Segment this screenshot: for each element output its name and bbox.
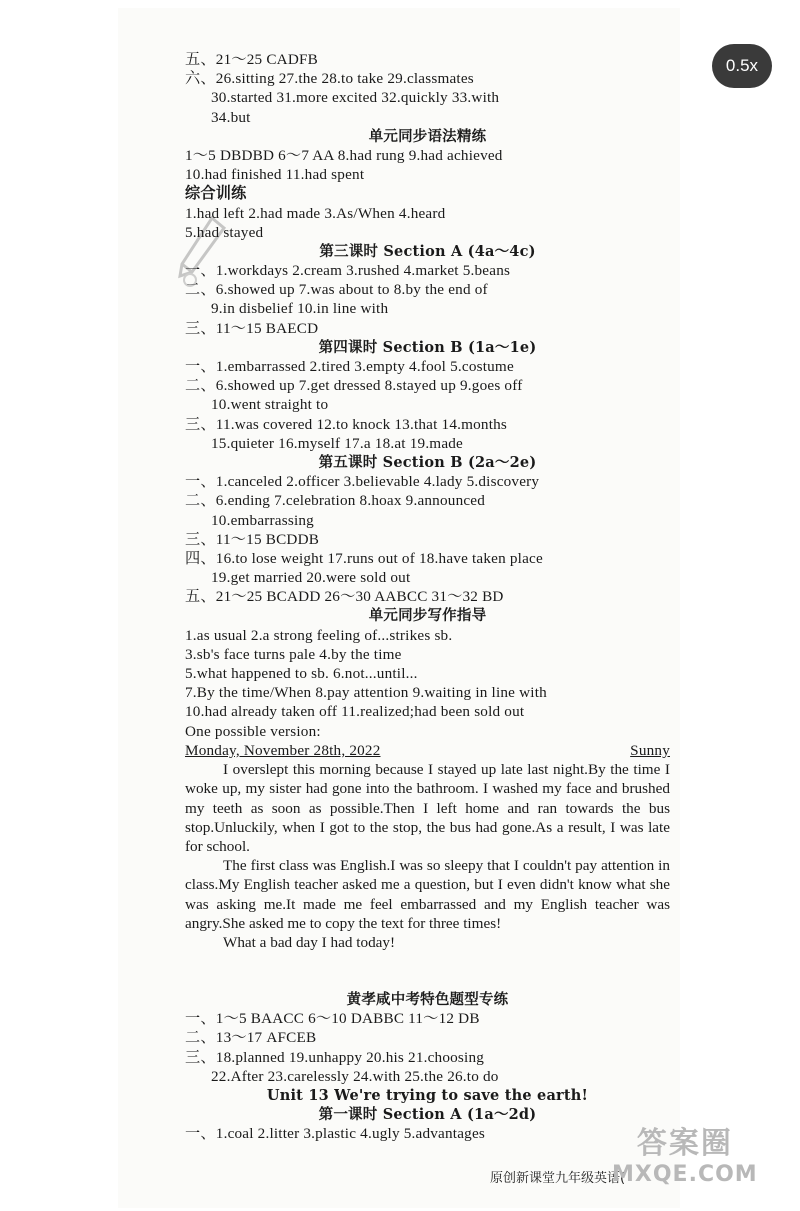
answer-line: 一、1.canceled 2.officer 3.believable 4.lady 5.discovery — [185, 473, 540, 491]
answer-line: 二、6.showed up 7.get dressed 8.stayed up 9.goes off — [185, 377, 523, 395]
section-heading: 第一课时 Section A (1a～2d) — [318, 1106, 537, 1124]
answer-key-section-2 — [185, 990, 670, 1144]
answer-line: 一、1.coal 2.litter 3.plastic 4.ugly 5.advantages — [185, 1125, 486, 1143]
answer-line: 二、13～17 AFCEB — [185, 1029, 317, 1047]
section-heading: 单元同步语法精练 — [368, 127, 487, 145]
answer-line: 二、6.showed up 7.was about to 8.by the end of — [185, 281, 488, 299]
answer-line: 5.what happened to sb. 6.not...until... — [185, 665, 418, 682]
answer-line: 7.By the time/When 8.pay attention 9.waiting in line with — [185, 684, 547, 702]
answer-line: 三、11.was covered 12.to knock 13.that 14.months — [185, 415, 508, 433]
answer-line: 1.had left 2.had made 3.As/When 4.heard — [185, 204, 446, 222]
diary-header — [185, 741, 670, 760]
answer-line: One possible version: — [185, 722, 321, 740]
answer-line: 综合训练 — [185, 185, 247, 203]
answer-key-section — [185, 50, 670, 741]
diary-date: Monday, November 28th, 2022 — [185, 742, 381, 759]
diary-paragraph: The first class was English.I was so sleepy that I couldn't pay attention in class.My English teacher asked me a question, but I even didn't know what she was asking me.It made me feel embarrassed and my English teacher was angry.She asked me to copy the text for three times! — [185, 857, 670, 932]
answer-line: 一、1～5 BAACC 6～10 DABBC 11～12 DB — [185, 1010, 480, 1028]
watermark-logo-text: 答案圈 — [636, 1126, 733, 1161]
answer-line: 30.started 31.more excited 32.quickly 33.with — [211, 89, 500, 107]
answer-line: 10.embarrassing — [211, 511, 314, 529]
diary-paragraph: What a bad day I had today! — [223, 934, 396, 952]
diary-weather: Sunny — [630, 742, 670, 759]
section-heading: 第三课时 Section A (4a～4c) — [319, 242, 536, 260]
answer-line: 二、6.ending 7.celebration 8.hoax 9.announced — [185, 492, 486, 510]
section-heading: Unit 13 We're trying to save the earth! — [266, 1086, 589, 1104]
answer-line: 34.but — [211, 108, 251, 126]
answer-line: 一、1.embarrassed 2.tired 3.empty 4.fool 5.costume — [185, 358, 514, 375]
section-heading: 第四课时 Section B (1a～1e) — [318, 338, 537, 356]
diary-section — [185, 741, 670, 952]
answer-line: 5.had stayed — [185, 223, 264, 241]
answer-line: 六、26.sitting 27.the 28.to take 29.classmates — [185, 70, 474, 88]
answer-line: 1～5 DBDBD 6～7 AA 8.had rung 9.had achieved — [185, 146, 503, 164]
answer-line: 10.had finished 11.had spent — [185, 166, 365, 184]
answer-line: 四、16.to lose weight 17.runs out of 18.have taken place — [185, 549, 543, 567]
section-heading: 黄孝咸中考特色题型专练 — [346, 991, 509, 1008]
diary-paragraph: I overslept this morning because I stayed up late last night.By the time I woke up, my sister had gone into the bathroom. I washed my face and brushed my teeth as soon as possible.Then I left home and ran towards the bus stop.Unluckily, when I got to the stop, the bus had gone.As a result, I was late for school. — [185, 761, 670, 855]
answer-line: 一、1.workdays 2.cream 3.rushed 4.market 5.beans — [185, 262, 511, 280]
zoom-level-badge[interactable]: 0.5x — [712, 44, 772, 88]
diary-body — [185, 760, 670, 952]
watermark-url: MXQE.COM — [612, 1162, 758, 1187]
answer-line: 15.quieter 16.myself 17.a 18.at 19.made — [211, 434, 464, 452]
answer-line: 五、21～25 CADFB — [185, 51, 318, 68]
answer-line: 五、21～25 BCADD 26～30 AABCC 31～32 BD — [185, 588, 504, 606]
site-watermark — [612, 1118, 758, 1187]
answer-line: 三、11～15 BCDDB — [185, 530, 320, 548]
section-heading: 单元同步写作指导 — [368, 607, 487, 625]
answer-line: 9.in disbelief 10.in line with — [211, 300, 389, 318]
section-heading: 第五课时 Section B (2a～2e) — [318, 453, 537, 471]
answer-line: 19.get married 20.were sold out — [211, 569, 411, 587]
answer-line: 10.went straight to — [211, 396, 329, 414]
answer-line: 1.as usual 2.a strong feeling of...strikes sb. — [185, 626, 453, 644]
book-title-footer: 原创新课堂九年级英语( — [490, 1171, 626, 1186]
answer-line: 三、11～15 BAECD — [185, 319, 319, 337]
answer-line: 22.After 23.carelessly 24.with 25.the 26.to do — [211, 1067, 499, 1085]
answer-line: 10.had already taken off 11.realized;had been sold out — [185, 703, 525, 721]
answer-line: 三、18.planned 19.unhappy 20.his 21.choosing — [185, 1048, 485, 1066]
answer-line: 3.sb's face turns pale 4.by the time — [185, 645, 402, 663]
